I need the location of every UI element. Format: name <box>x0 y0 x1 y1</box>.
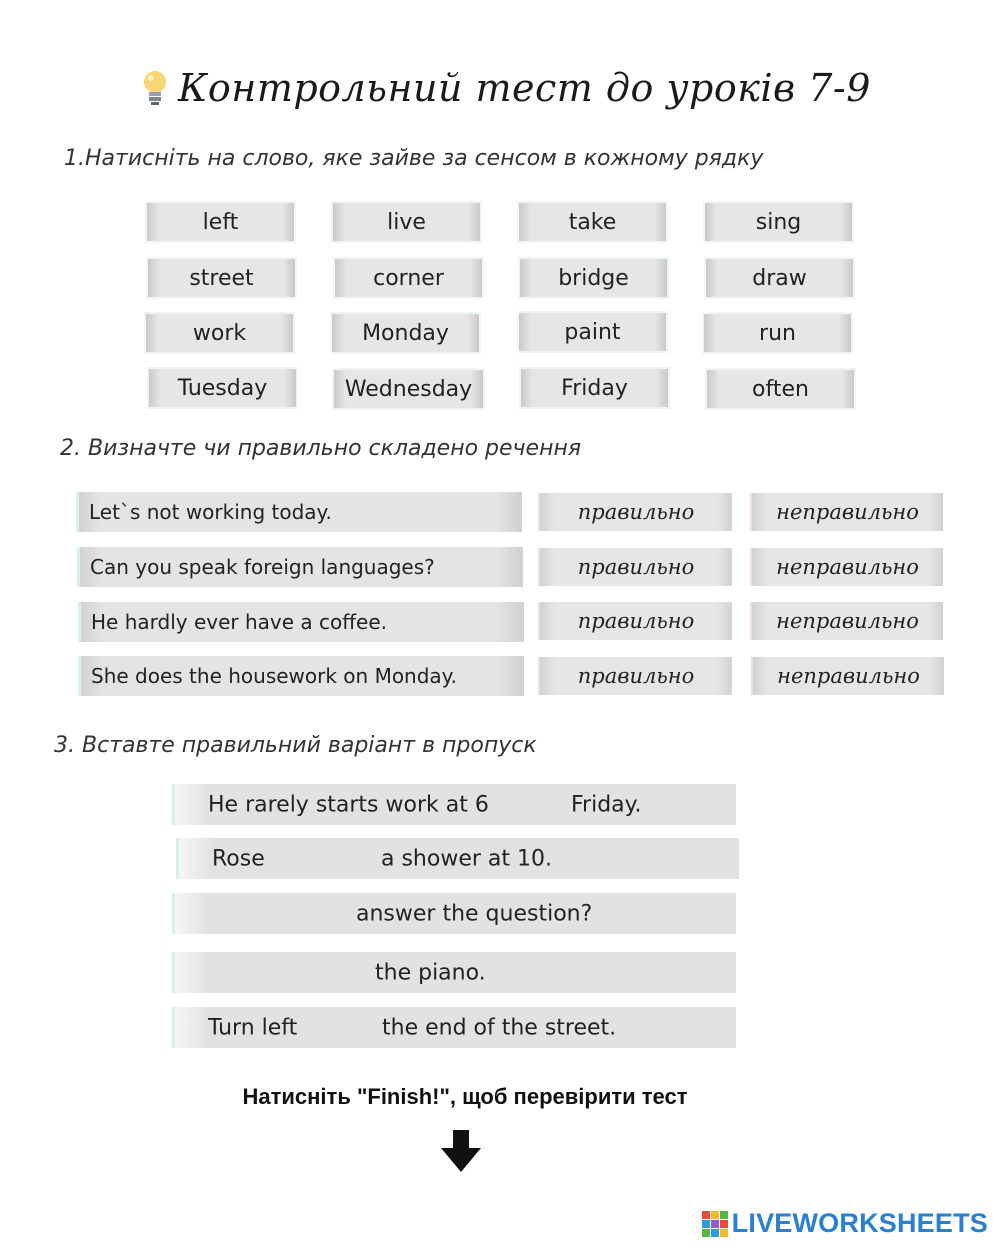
gap-fill-row <box>172 893 736 934</box>
gap-text-before: He rarely starts work at 6 <box>208 792 489 817</box>
word-tile[interactable]: paint <box>519 313 666 351</box>
gap-text-after: a shower at 10. <box>381 846 552 871</box>
correct-option[interactable]: правильно <box>538 493 732 531</box>
incorrect-option[interactable]: неправильно <box>750 548 943 586</box>
brand-name: LIVEWORKSHEETS <box>731 1208 988 1238</box>
arrow-down-icon <box>441 1130 481 1172</box>
liveworksheets-logo-icon <box>702 1211 728 1237</box>
sentence-row: He hardly ever have a coffee. <box>78 602 524 642</box>
finish-instruction: Натисніть "Finish!", щоб перевірити тест <box>242 1084 688 1109</box>
gap-text-after: the end of the street. <box>382 1015 617 1040</box>
incorrect-option[interactable]: неправильно <box>751 657 944 695</box>
incorrect-option[interactable]: неправильно <box>750 602 943 640</box>
sentence-row: Let`s not working today. <box>76 492 522 532</box>
word-tile[interactable]: Monday <box>332 314 479 352</box>
liveworksheets-brand <box>702 1208 988 1239</box>
task1-heading: 1.Натисніть на слово, яке зайве за сенсом в кожному рядку <box>64 146 764 171</box>
gap-text-after: Friday. <box>571 792 642 817</box>
incorrect-option[interactable]: неправильно <box>750 493 943 531</box>
word-tile[interactable]: bridge <box>520 259 667 297</box>
lightbulb-icon <box>140 68 170 108</box>
gap-fill-row <box>172 1007 736 1048</box>
task2-heading: 2. Визначте чи правильно складено речення <box>60 436 582 461</box>
word-tile[interactable]: street <box>148 259 295 297</box>
word-tile[interactable]: live <box>333 203 480 241</box>
correct-option[interactable]: правильно <box>538 602 732 640</box>
gap-fill-row <box>172 952 736 993</box>
correct-option[interactable]: правильно <box>538 657 732 695</box>
word-tile[interactable]: sing <box>705 203 852 241</box>
sentence-row: She does the housework on Monday. <box>78 656 524 696</box>
gap-fill-row <box>172 784 736 825</box>
word-tile[interactable]: Tuesday <box>149 369 296 407</box>
sentence-row: Can you speak foreign languages? <box>77 547 523 587</box>
word-tile[interactable]: left <box>147 203 294 241</box>
word-tile[interactable]: work <box>146 314 293 352</box>
word-tile[interactable]: Friday <box>521 369 668 407</box>
word-tile[interactable]: run <box>704 314 851 352</box>
gap-fill-row <box>176 838 739 879</box>
word-tile[interactable]: Wednesday <box>334 370 483 408</box>
gap-text-after: answer the question? <box>356 901 593 926</box>
word-tile[interactable]: often <box>707 370 854 408</box>
word-tile[interactable]: corner <box>335 259 482 297</box>
gap-text-before: Turn left <box>208 1015 298 1040</box>
page-title: Контрольний тест до уроків 7-9 <box>178 66 871 110</box>
gap-text-before: Rose <box>212 846 265 871</box>
gap-text-after: the piano. <box>375 960 486 985</box>
correct-option[interactable]: правильно <box>538 548 732 586</box>
worksheet-title <box>140 66 871 110</box>
word-tile[interactable]: take <box>519 203 666 241</box>
word-tile[interactable]: draw <box>706 259 853 297</box>
task3-heading: 3. Вставте правильний варіант в пропуск <box>54 733 537 758</box>
